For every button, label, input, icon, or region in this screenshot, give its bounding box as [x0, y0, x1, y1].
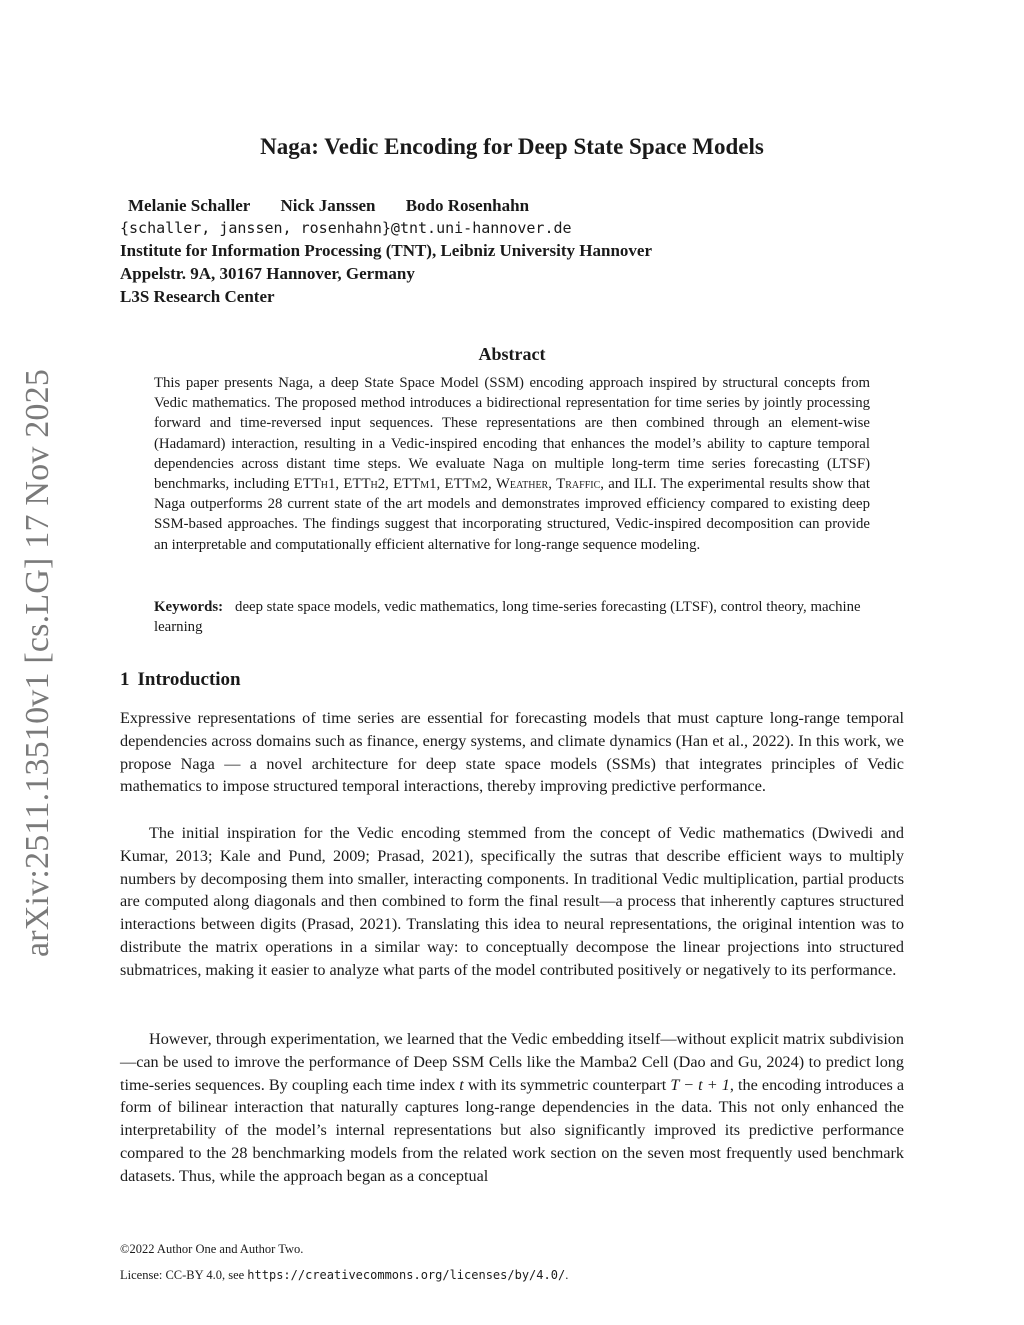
- footer-copyright: ©2022 Author One and Author Two.: [120, 1242, 304, 1256]
- body-paragraph: [120, 1028, 904, 1188]
- paper-title: Naga: Vedic Encoding for Deep State Space Models: [260, 134, 764, 159]
- license-link[interactable]: https://creativecommons.org/licenses/by/4.0/: [247, 1268, 566, 1282]
- author-list: [128, 196, 555, 216]
- dataset-name: Traffic: [556, 476, 601, 493]
- math-formula: T − t + 1: [670, 1075, 730, 1094]
- dataset-name: Weather: [495, 476, 549, 493]
- paragraph-text: However, through experimentation, we learned that the Vedic embedding itself—without explicit matrix subdivision—can be used to imrove the performance of Deep SSM Cells like the Mamba2 Cell (Dao and Gu, 2024) to predict long time-series sequences. By coupling each time index: [120, 1030, 904, 1094]
- abstract-heading: Abstract: [478, 344, 546, 364]
- author-name: Nick Janssen: [280, 196, 376, 215]
- keywords: [154, 597, 870, 637]
- author-email: {schaller, janssen, rosenhahn}@tnt.uni-hannover.de: [120, 219, 572, 237]
- footer-license: [120, 1268, 568, 1283]
- dataset-name: ETTh1: [293, 476, 336, 493]
- abstract-text: , and ILI. The experimental results show that Naga outperforms 28 current state of the art models and demonstrates improved efficiency compared to existing deep SSM-based approaches. The findings suggest that incorporating structured, Vedic-inspired decomposition can provide an interpretable and computationally efficient alternative for long-range sequence modeling.: [154, 476, 870, 553]
- license-suffix: .: [565, 1268, 569, 1282]
- keywords-label: Keywords:: [154, 599, 224, 615]
- section-number: 1: [120, 669, 130, 690]
- paragraph-text: with its symmetric counterpart: [467, 1075, 667, 1094]
- affiliation-line: L3S Research Center: [120, 287, 275, 306]
- affiliation-line: Institute for Information Processing (TNT), Leibniz University Hannover: [120, 241, 653, 260]
- dataset-name: ETTh2: [343, 476, 386, 493]
- section-title: Introduction: [137, 669, 241, 690]
- author-name: Bodo Rosenhahn: [405, 196, 530, 215]
- body-paragraph: The initial inspiration for the Vedic encoding stemmed from the concept of Vedic mathematics (Dwivedi and Kumar, 2013; Kale and Pund, 2009; Prasad, 2021), specifically the sutras that describe efficient ways to multiply numbers by decomposing them into smaller, interacting components. In traditional Vedic multiplication, partial products are computed along diagonals and then combined to form the final result—a process that inherently captures structured interactions between digits (Prasad, 2021). Translating this idea to neural representations, the original intention was to distribute the matrix operations in a similar way: to conceptually decompose the linear projections into structured submatrices, making it easier to analyze what parts of the model contributed positively or negatively to its performance.: [120, 824, 904, 979]
- affiliation-line: Appelstr. 9A, 30167 Hannover, Germany: [120, 264, 415, 283]
- dataset-name: ETTm2: [444, 476, 488, 493]
- section-heading: [120, 669, 241, 691]
- paragraph-text: , the encoding introduces a form of bilinear interaction that naturally captures long-range dependencies in the data. This not only enhanced the interpretability of the model’s internal representations but also significantly improved its predictive performance compared to the 28 benchmarking models from the related work section on the seven most frequently used benchmark datasets. Thus, while the approach began as a conceptual: [120, 1075, 905, 1185]
- keywords-text: deep state space models, vedic mathematics, long time-series forecasting (LTSF), control theory, machine learning: [154, 599, 861, 636]
- license-prefix: License: CC-BY 4.0, see: [120, 1268, 245, 1282]
- arxiv-stamp: [12, 368, 64, 958]
- body-paragraph: Expressive representations of time series are essential for forecasting models that must capture long-range temporal dependencies across domains such as finance, energy systems, and climate dynamics (Han et al., 2022). In this work, we propose Naga — a novel architecture for deep state space models (SSMs) that integrates principles of Vedic mathematics to impose structured temporal interactions, thereby improving predictive performance.: [120, 709, 904, 796]
- abstract-body: This paper presents Naga, a deep State Space Model (SSM) encoding approach inspired by structural concepts from Vedic mathematics. The proposed method introduces a bidirectional representation for time series by jointly processing forward and time-reversed input sequences. These representations are then combined through an element-wise (Hadamard) interaction, resulting in a Vedic-inspired encoding that enhances the model’s ability to capture temporal dependencies across distant time steps. We evaluate Naga on multiple long-term time series forecasting (LTSF) benchmarks, including ETTh1, ETTh2, ETTm1, ETTm2, Weather, Traffic, and ILI. The experimental results show that Naga outperforms 28 current state of the art models and demonstrates improved efficiency compared to existing deep SSM-based approaches. The findings suggest that incorporating structured, Vedic-inspired decomposition can provide an interpretable and computationally efficient alternative for long-range sequence modeling.: [154, 375, 870, 553]
- math-variable: t: [459, 1075, 464, 1094]
- author-name: Melanie Schaller: [128, 196, 251, 215]
- abstract-text: This paper presents Naga, a deep State Space Model (SSM) encoding approach inspired by structural concepts from Vedic mathematics. The proposed method introduces a bidirectional representation for time series by jointly processing forward and time-reversed input sequences. These representations are then combined through an element-wise (Hadamard) interaction, resulting in a Vedic-inspired encoding that enhances the model’s ability to capture temporal dependencies across distant time steps. We evaluate Naga on multiple long-term time series forecasting (LTSF) benchmarks, including: [154, 375, 870, 493]
- arxiv-stamp-text: arXiv:2511.13510v1 [cs.LG] 17 Nov 2025: [19, 368, 57, 958]
- dataset-name: ETTm1: [393, 476, 437, 493]
